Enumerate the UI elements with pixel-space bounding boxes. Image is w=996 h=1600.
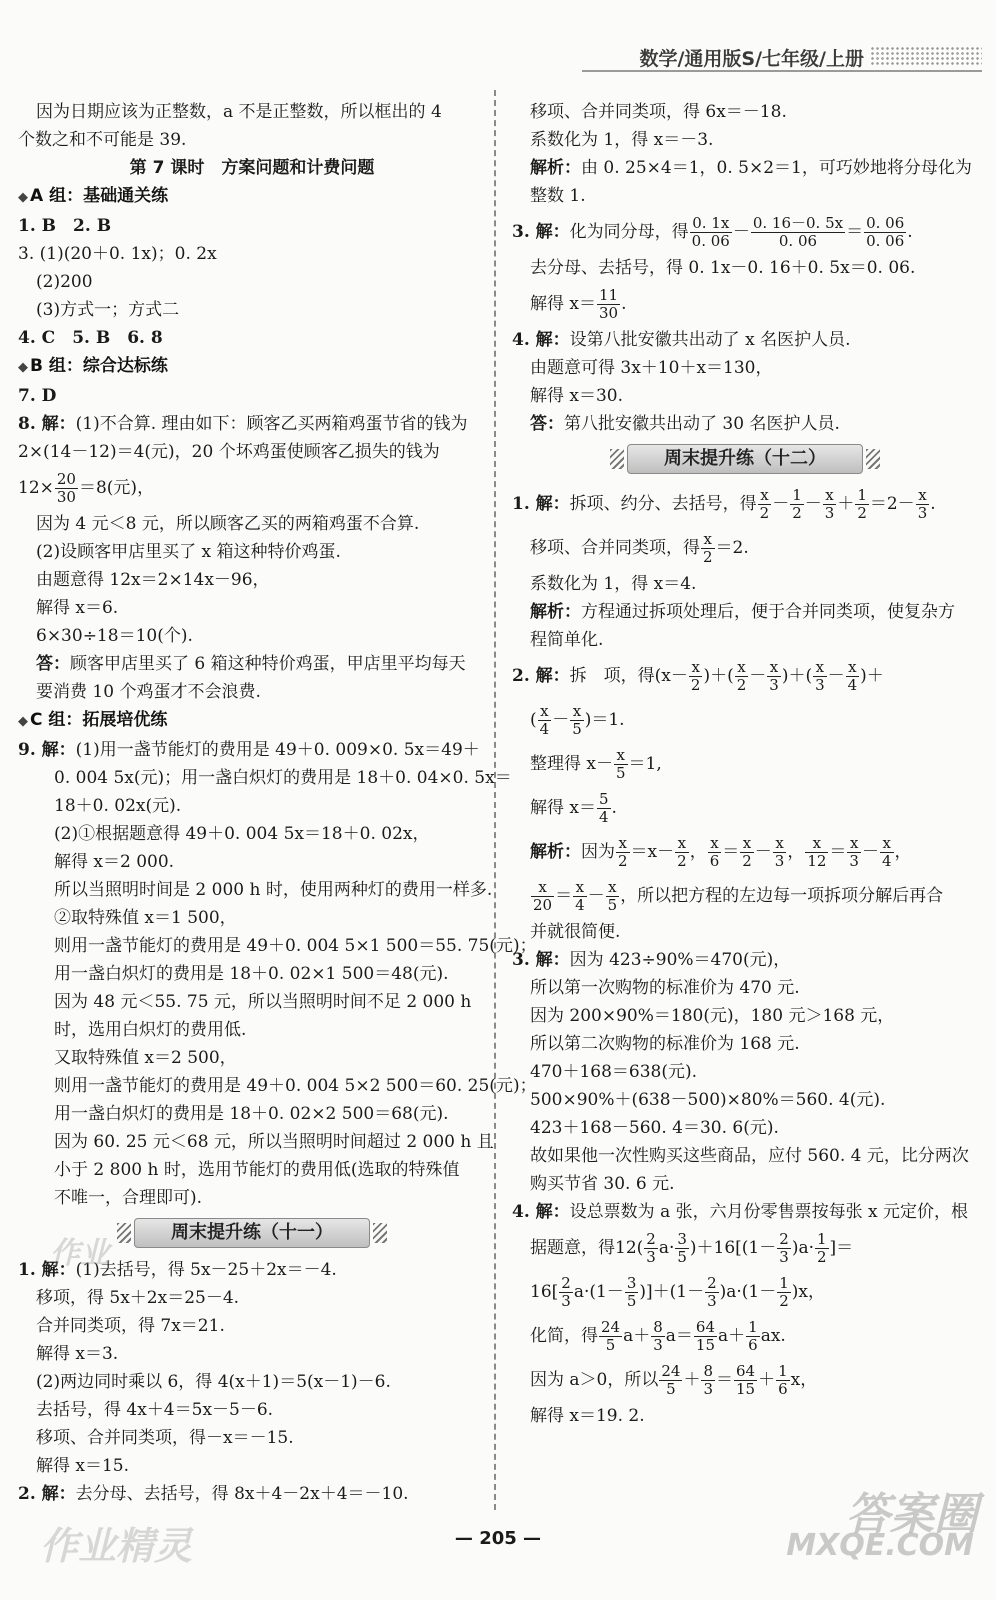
w3-line: 所以第二次购物的标准价为 168 元.	[530, 1034, 800, 1054]
w4-line: 16[ $\frac{2}{3}$ a·(1－ $\frac{3}{5}$ )]＋(1－ $\frac{2}{3}$ )a·(1－ $\frac{1}{2}$ )x，	[530, 1274, 826, 1310]
w2-line: ( $\frac{x}{4}$ － $\frac{x}{5}$ )＝1.	[530, 702, 625, 738]
w3-line: 购买节省 30. 6 元.	[530, 1174, 675, 1194]
page-header	[582, 42, 982, 72]
analysis-line: 解析：方程通过拆项处理后，便于合并同类项，使复杂方	[530, 602, 955, 622]
q4-line: 由题意可得 3x＋10＋x＝130，	[530, 358, 773, 378]
header-rule	[582, 70, 982, 72]
w1-line: 移项，得 5x＋2x＝25－4.	[36, 1288, 240, 1308]
analysis-line: 并就很简便.	[530, 922, 621, 942]
group-a-heading: ◆ A 组：基础通关练	[18, 186, 169, 206]
analysis-line: 解析：因为 $\frac{x}{2}$ ＝x－ $\frac{x}{2}$ ， $\frac{x}{6}$ ＝ $\frac{x}{2}$ － $\frac{x}{3}$ ， $\frac{x}{12}$ ＝ $\frac{x}{3}$ － $\frac{x}{4}$ ，	[530, 834, 912, 870]
fraction: $\frac{20}{30}$	[56, 470, 76, 506]
q9-line: 用一盏白炽灯的费用是 18＋0. 02×2 500＝68(元).	[54, 1104, 449, 1124]
w4-line: 4. 解：设总票数为 a 张，六月份零售票按每张 x 元定价，根	[512, 1202, 969, 1222]
diamond-icon: ◆	[18, 714, 28, 729]
answer-line: 4. C 5. B 6. 8	[18, 328, 163, 348]
q8-line: 解得 x＝6.	[36, 598, 119, 618]
lesson-title: 第 7 课时 方案问题和计费问题	[129, 158, 375, 178]
fraction: $\frac{11}{30}$	[599, 286, 619, 322]
analysis-line: 解析：由 0. 25×4＝1，0. 5×2＝1，可巧妙地将分母化为	[530, 158, 972, 178]
intro-line: 因为日期应该为正整数，a 不是正整数，所以框出的 4	[36, 102, 442, 122]
q8-line: 由题意得 12x＝2×14x－96，	[36, 570, 270, 590]
page-number: — 205 —	[454, 1528, 542, 1549]
q4-answer-line: 答：第八批安徽共出动了 30 名医护人员.	[530, 414, 840, 434]
q3-line: 解得 x＝ $\frac{11}{30}$ .	[530, 286, 627, 322]
w3-line: 470＋168＝638(元).	[530, 1062, 698, 1082]
analysis-line: 程简单化.	[530, 630, 604, 650]
w1-line: 1. 解：(1)去括号，得 5x－25＋2x＝－4.	[18, 1260, 337, 1280]
w1-line: 系数化为 1，得 x＝4.	[530, 574, 697, 594]
intro-line: 个数之和不可能是 39.	[18, 130, 187, 150]
banner-label: 周末提升练（十二）	[627, 444, 863, 474]
watermark-logo: 答案圈	[846, 1489, 978, 1540]
w3-line: 因为 200×90%＝180(元)，180 元＞168 元，	[530, 1006, 895, 1026]
q8-line: 6×30÷18＝10(个).	[36, 626, 193, 646]
diamond-icon: ◆	[18, 360, 28, 375]
q9-line: 0. 004 5x(元)；用一盏白炽灯的费用是 18＋0. 04×0. 5x＝	[54, 768, 512, 788]
w1-line: 解得 x＝3.	[36, 1344, 119, 1364]
q9-line: 所以当照明时间是 2 000 h 时，使用两种灯的费用一样多.	[54, 880, 493, 900]
w3-line: 故如果他一次性购买这些商品，应付 560. 4 元，比分两次	[530, 1146, 969, 1166]
w2-line: 解得 x＝ $\frac{5}{4}$ .	[530, 790, 617, 826]
q9-line: 则用一盏节能灯的费用是 49＋0. 004 5×1 500＝55. 75(元)；	[54, 936, 537, 956]
w1-line: 解得 x＝15.	[36, 1456, 130, 1476]
right-column	[512, 98, 978, 1430]
column-divider	[494, 90, 496, 1510]
q4-line: 解得 x＝30.	[530, 386, 624, 406]
q9-line: ②取特殊值 x＝1 500，	[54, 908, 237, 928]
answer-line: 7. D	[18, 386, 57, 406]
w2-line: 2. 解：去分母、去括号，得 8x＋4－2x＋4＝－10.	[18, 1484, 409, 1504]
answer-line: 3. (1)(20＋0. 1x)；0. 2x	[18, 244, 217, 264]
left-column	[18, 98, 537, 1508]
watermark: 作业	[50, 1236, 110, 1271]
answer-line: (3)方式一；方式二	[36, 300, 180, 320]
group-c-heading: ◆ C 组：拓展培优练	[18, 710, 168, 730]
fraction: $\frac{0. 06}{0. 06}$	[866, 214, 905, 250]
w4-line: 解得 x＝19. 2.	[530, 1406, 645, 1426]
fraction: $\frac{0. 1x}{0. 06}$	[691, 214, 730, 250]
q9-line: 9. 解：(1)用一盏节能灯的费用是 49＋0. 009×0. 5x＝49＋	[18, 740, 480, 760]
q9-line: 18＋0. 02x(元).	[54, 796, 182, 816]
watermark-url: MXQE.COM	[786, 1528, 974, 1563]
diamond-icon: ◆	[18, 190, 28, 205]
q9-line: 时，选用白炽灯的费用低.	[54, 1020, 247, 1040]
q3-line: 3. 解：化为同分母，得 $\frac{0. 1x}{0. 06}$ － $\frac{0. 16-0. 5x}{0. 06}$ ＝ $\frac{0. 06}{0. 06}$ .	[512, 214, 913, 250]
w4-line: 据题意，得12( $\frac{2}{3}$ a· $\frac{3}{5}$ )＋16[(1－ $\frac{2}{3}$ )a· $\frac{1}{2}$ ]＝	[530, 1230, 854, 1266]
q8-line: 因为 4 元＜8 元，所以顾客乙买的两箱鸡蛋不合算.	[36, 514, 420, 534]
w1-line: 去括号，得 4x＋4＝5x－5－6.	[36, 1400, 274, 1420]
w1-line: 合并同类项，得 7x＝21.	[36, 1316, 225, 1336]
q9-line: 因为 60. 25 元＜68 元，所以当照明时间超过 2 000 h 且	[54, 1132, 494, 1152]
q9-line: 解得 x＝2 000.	[54, 852, 175, 872]
w1-line: (2)两边同时乘以 6，得 4(x＋1)＝5(x－1)－6.	[36, 1372, 391, 1392]
w3-line: 3. 解：因为 423÷90%＝470(元)，	[512, 950, 791, 970]
line: 移项、合并同类项，得 6x＝－18.	[530, 102, 787, 122]
q8-line: 8. 解：(1)不合算. 理由如下：顾客乙买两箱鸡蛋节省的钱为	[18, 414, 468, 434]
q9-line: (2)①根据题意得 49＋0. 004 5x＝18＋0. 02x，	[54, 824, 430, 844]
q8-answer-line: 答：顾客甲店里买了 6 箱这种特价鸡蛋，甲店里平均每天	[36, 654, 466, 674]
q9-line: 因为 48 元＜55. 75 元，所以当照明时间不足 2 000 h	[54, 992, 472, 1012]
analysis-line: 整数 1.	[530, 186, 586, 206]
w1-line: 移项、合并同类项，得 $\frac{x}{2}$ ＝2.	[530, 530, 749, 566]
q4-line: 4. 解：设第八批安徽共出动了 x 名医护人员.	[512, 330, 851, 350]
section-banner	[512, 444, 978, 476]
w1-line: 移项、合并同类项，得－x＝－15.	[36, 1428, 294, 1448]
line: 系数化为 1，得 x＝－3.	[530, 130, 714, 150]
group-b-heading: ◆ B 组：综合达标练	[18, 356, 168, 376]
q8-line: 2×(14－12)＝4(元)，20 个坏鸡蛋使顾客乙损失的钱为	[18, 442, 440, 462]
q9-line: 不唯一，合理即可).	[54, 1188, 203, 1208]
w1-line: 1. 解：拆项、约分、去括号，得 $\frac{x}{2}$ － $\frac{1}{2}$ － $\frac{x}{3}$ ＋ $\frac{1}{2}$ ＝2－ $\frac{x}{3}$ .	[512, 486, 936, 522]
w4-line: 因为 a＞0，所以 $\frac{24}{5}$ ＋ $\frac{8}{3}$ ＝ $\frac{64}{15}$ ＋ $\frac{1}{6}$ x，	[530, 1362, 818, 1398]
answer-line: 1. B 2. B	[18, 216, 112, 236]
analysis-line: $\frac{x}{20}$ ＝ $\frac{x}{4}$ － $\frac{x}{5}$ ，所以把方程的左边每一项拆项分解后再合	[533, 878, 944, 914]
banner-label: 周末提升练（十一）	[134, 1218, 370, 1248]
header-dot-pattern	[870, 46, 982, 66]
q8-fraction-line: 12× $\frac{20}{30}$ ＝8(元)，	[18, 470, 155, 506]
w3-line: 所以第一次购物的标准价为 470 元.	[530, 978, 800, 998]
fraction: $\frac{0. 16-0. 5x}{0. 06}$	[752, 214, 844, 250]
w2-line: 整理得 x－ $\frac{x}{5}$ ＝1,	[530, 746, 662, 782]
q9-line: 则用一盏节能灯的费用是 49＋0. 004 5×2 500＝60. 25(元)；	[54, 1076, 537, 1096]
q8-line: (2)设顾客甲店里买了 x 箱这种特价鸡蛋.	[36, 542, 341, 562]
watermark: 作业精灵	[40, 1524, 193, 1568]
w4-line: 化简，得 $\frac{24}{5}$ a＋ $\frac{8}{3}$ a＝ $\frac{64}{15}$ a＋ $\frac{1}{6}$ ax.	[530, 1318, 786, 1354]
q9-line: 用一盏白炽灯的费用是 18＋0. 02×1 500＝48(元).	[54, 964, 449, 984]
header-title: 数学/通用版S/七年级/上册	[639, 48, 864, 70]
q9-line: 小于 2 800 h 时，选用节能灯的费用低(选取的特殊值	[54, 1160, 460, 1180]
q3-line: 去分母、去括号，得 0. 1x－0. 16＋0. 5x＝0. 06.	[530, 258, 916, 278]
answer-line: (2)200	[36, 272, 93, 292]
w3-line: 500×90%＋(638－500)×80%＝560. 4(元).	[530, 1090, 886, 1110]
q9-line: 又取特殊值 x＝2 500，	[54, 1048, 237, 1068]
w3-line: 423＋168－560. 4＝30. 6(元).	[530, 1118, 779, 1138]
q8-line: 要消费 10 个鸡蛋才不会浪费.	[36, 682, 261, 702]
w2-line: 2. 解：拆 项，得(x－ $\frac{x}{2}$ )＋( $\frac{x}{2}$ － $\frac{x}{3}$ )＋( $\frac{x}{3}$ － $\frac{x}{4}$ )＋	[512, 658, 884, 694]
